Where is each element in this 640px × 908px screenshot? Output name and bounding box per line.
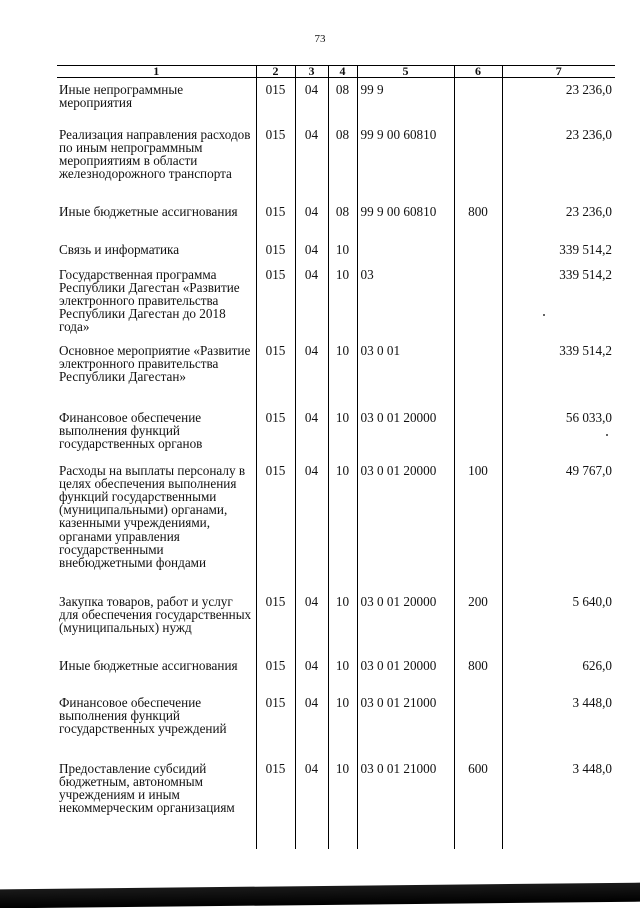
row-section-code: 04: [295, 406, 328, 459]
row-subsection-code: 10: [328, 238, 357, 263]
row-amount: 626,0: [502, 654, 615, 691]
row-section-code: 04: [295, 78, 328, 123]
row-ministry-code: 015: [256, 757, 295, 849]
table-row: [57, 459, 615, 590]
row-expense-type: [454, 123, 502, 200]
row-amount: 339 514,2: [502, 339, 615, 406]
row-name: Государственная программа Республики Дагестан «Развитие электронного правительства Республики Дагестан до 2018 года»: [59, 266, 240, 335]
row-name: Расходы на выплаты персоналу в целях обеспечения выполнения функций государственными (муниципальными) органами, казенными учреждениями, органами управления государственными внебюджетными фондами: [59, 462, 246, 570]
table-row: [57, 123, 615, 200]
row-name: Иные бюджетные ассигнования: [59, 203, 238, 219]
page-number: 73: [314, 33, 326, 45]
row-section-code: 04: [295, 459, 328, 590]
table-row: [57, 691, 615, 757]
table-row: [57, 757, 615, 849]
row-ministry-code: 015: [256, 459, 295, 590]
row-expense-type: 200: [454, 590, 502, 654]
row-name: Связь и информатика: [59, 241, 180, 257]
table-row: [57, 263, 615, 339]
row-amount: 49 767,0: [502, 459, 615, 590]
row-expense-type: [454, 339, 502, 406]
row-target-code: 99 9 00 60810: [357, 123, 454, 200]
scan-speck: [606, 434, 608, 436]
row-ministry-code: 015: [256, 238, 295, 263]
row-amount: 339 514,2: [502, 238, 615, 263]
row-amount: 23 236,0: [502, 200, 615, 238]
row-target-code: 99 9 00 60810: [357, 200, 454, 238]
row-target-code: 03: [357, 263, 454, 339]
col-header-4: 4: [328, 66, 357, 78]
row-amount: 23 236,0: [502, 123, 615, 200]
row-subsection-code: 10: [328, 757, 357, 849]
row-name: Финансовое обеспечение выполнения функций государственных органов: [59, 409, 203, 451]
row-subsection-code: 10: [328, 339, 357, 406]
row-subsection-code: 08: [328, 78, 357, 123]
row-target-code: 03 0 01 20000: [357, 590, 454, 654]
row-section-code: 04: [295, 200, 328, 238]
row-expense-type: [454, 691, 502, 757]
row-ministry-code: 015: [256, 339, 295, 406]
col-header-5: 5: [357, 66, 454, 78]
scan-bottom-edge: [0, 883, 640, 908]
row-target-code: 03 0 01 21000: [357, 691, 454, 757]
row-ministry-code: 015: [256, 263, 295, 339]
col-header-2: 2: [256, 66, 295, 78]
row-expense-type: [454, 238, 502, 263]
row-amount: 339 514,2: [502, 263, 615, 339]
row-name: Финансовое обеспечение выполнения функций государственных учреждений: [59, 694, 227, 736]
row-amount: 5 640,0: [502, 590, 615, 654]
row-section-code: 04: [295, 339, 328, 406]
row-target-code: 03 0 01 20000: [357, 459, 454, 590]
header-row: [57, 66, 615, 78]
table-row: [57, 78, 615, 123]
table-row: [57, 406, 615, 459]
row-expense-type: 800: [454, 654, 502, 691]
row-expense-type: 800: [454, 200, 502, 238]
col-header-6: 6: [454, 66, 502, 78]
col-header-3: 3: [295, 66, 328, 78]
row-target-code: 03 0 01 21000: [357, 757, 454, 849]
col-header-1: 1: [57, 66, 256, 78]
table-row: [57, 654, 615, 691]
row-subsection-code: 10: [328, 691, 357, 757]
row-name: Реализация направления расходов по иным непрограммным мероприятиям в области железнодорожного транспорта: [59, 126, 251, 182]
row-expense-type: [454, 78, 502, 123]
scan-speck: [543, 314, 545, 316]
row-subsection-code: 08: [328, 123, 357, 200]
row-amount: 56 033,0: [502, 406, 615, 459]
row-section-code: 04: [295, 757, 328, 849]
row-ministry-code: 015: [256, 78, 295, 123]
row-subsection-code: 10: [328, 590, 357, 654]
row-expense-type: 100: [454, 459, 502, 590]
row-target-code: [357, 238, 454, 263]
row-target-code: 03 0 01: [357, 339, 454, 406]
row-target-code: 03 0 01 20000: [357, 406, 454, 459]
row-section-code: 04: [295, 238, 328, 263]
row-amount: 23 236,0: [502, 78, 615, 123]
row-section-code: 04: [295, 123, 328, 200]
row-ministry-code: 015: [256, 590, 295, 654]
row-ministry-code: 015: [256, 123, 295, 200]
row-ministry-code: 015: [256, 406, 295, 459]
table-row: [57, 200, 615, 238]
row-ministry-code: 015: [256, 200, 295, 238]
row-ministry-code: 015: [256, 691, 295, 757]
row-subsection-code: 10: [328, 654, 357, 691]
row-name: Основное мероприятие «Развитие электронного правительства Республики Дагестан»: [59, 342, 251, 384]
row-subsection-code: 10: [328, 459, 357, 590]
col-header-7: 7: [502, 66, 615, 78]
row-subsection-code: 10: [328, 263, 357, 339]
row-amount: 3 448,0: [502, 757, 615, 849]
row-section-code: 04: [295, 654, 328, 691]
budget-table: [57, 65, 615, 849]
row-amount: 3 448,0: [502, 691, 615, 757]
table-row: [57, 339, 615, 406]
table-row: [57, 238, 615, 263]
row-ministry-code: 015: [256, 654, 295, 691]
row-expense-type: 600: [454, 757, 502, 849]
row-subsection-code: 08: [328, 200, 357, 238]
row-section-code: 04: [295, 263, 328, 339]
row-target-code: 03 0 01 20000: [357, 654, 454, 691]
row-expense-type: [454, 406, 502, 459]
row-name: Иные бюджетные ассигнования: [59, 657, 238, 673]
row-name: Предоставление субсидий бюджетным, автономным учреждениям и иным некоммерческим организациям: [59, 760, 235, 816]
row-name: Иные непрограммные мероприятия: [59, 82, 184, 111]
row-expense-type: [454, 263, 502, 339]
row-section-code: 04: [295, 691, 328, 757]
row-subsection-code: 10: [328, 406, 357, 459]
row-section-code: 04: [295, 590, 328, 654]
row-name: Закупка товаров, работ и услуг для обеспечения государственных (муниципальных) нужд: [59, 593, 252, 635]
row-target-code: 99 9: [357, 78, 454, 123]
table-row: [57, 590, 615, 654]
